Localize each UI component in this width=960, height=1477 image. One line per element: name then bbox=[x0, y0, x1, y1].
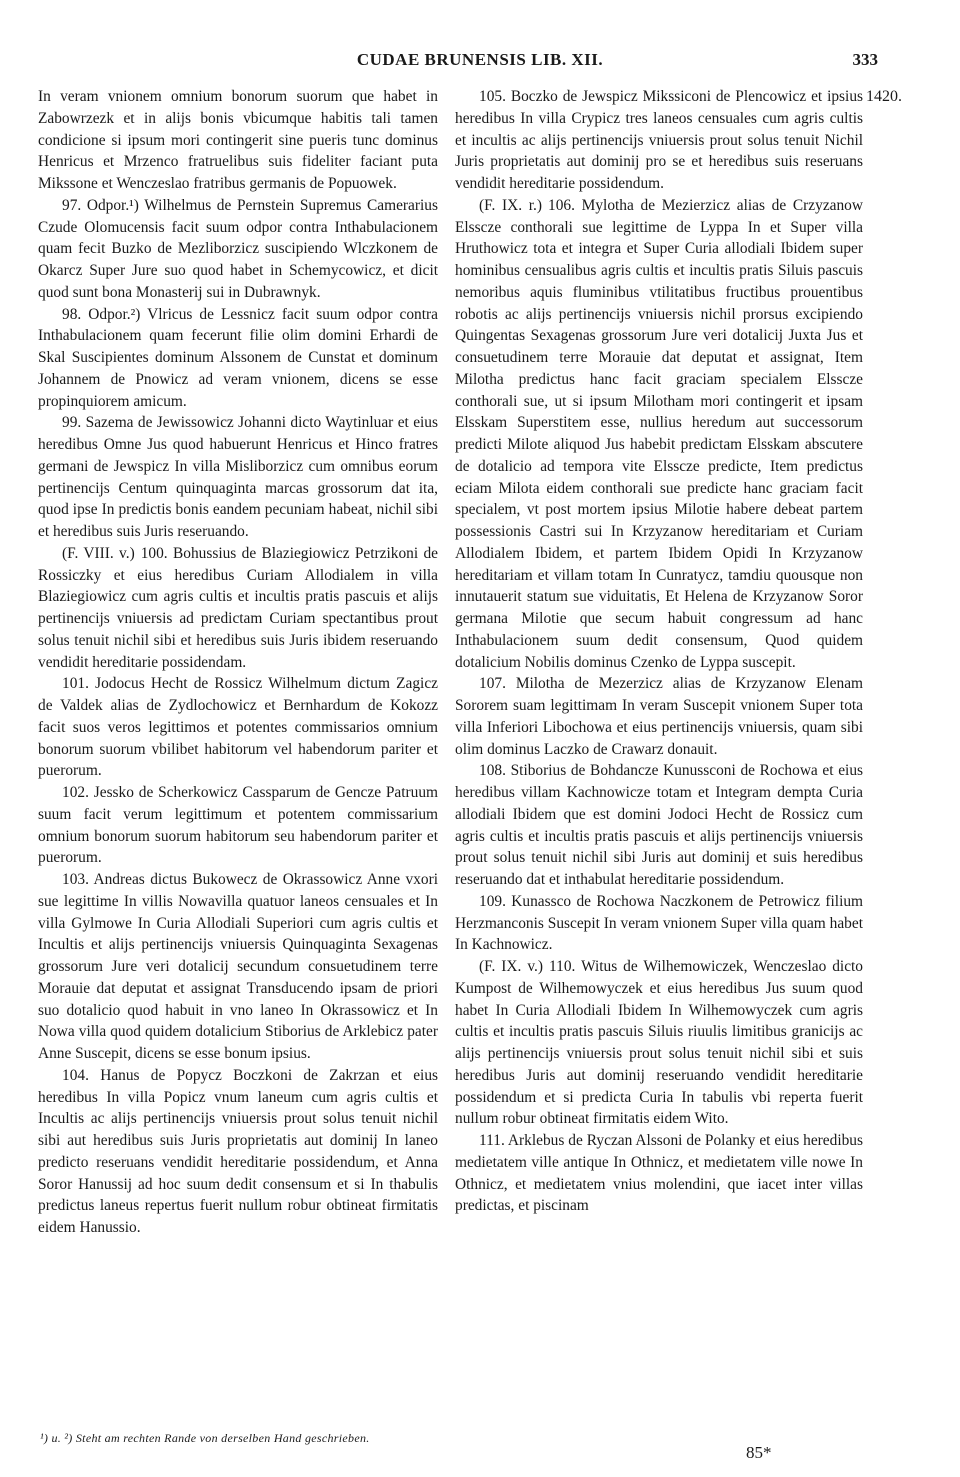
entry-number: 104. bbox=[62, 1066, 101, 1084]
entry-number: 110. bbox=[549, 958, 582, 975]
entry-paragraph bbox=[455, 195, 863, 674]
entry-text: In veram vnionem omnium bonorum suorum que habet in Zabowrzezk et in alijs bonis vbicumque habitis tali tamen condicione si ipsum mori contingerit sine pueris tunc dominus Henricus et Mrzenco fratruelibus suis fideliter faciant puta Mikssone et Wenczeslao fratribus germanis de Popuowek. bbox=[38, 88, 438, 192]
entry-number: 106. bbox=[548, 196, 582, 214]
entry-text: Mylotha de Mezierzicz alias de Crzyzanow Elsscze conthorali sue legittime de Lyppa In et Super villa Hruthowicz tota et integra et Super Curia allodiali Ibidem super hominibus censualibus agris cultis et incultis pratis Siluis pascuis nemoribus aquis fluminibus vtilitatibus fructibus prouentibus robotis ac alijs pertinencijs vniuersis nichil prorsus excipiendo Quingentas Sexagenas grossorum Jure veri dotalicij Juxta Jus et consuetudinem terre Morauie dat deputat et assignat, Item Milotha predictus hanc facit graciam specialem Elsscze conthorali sue, ut si ipsum Milotham mori contingerit et ipsam Elsskam Superstitem esse, nullius heredum aut successorum predicti Milote aliquod Jus habebit predictam Elsskam abscutere de dotalicio ad tempora vite Elsscze predicte, Item predictus eciam Milota eidem conthorali sue predicte hanc graciam facit specialem, vt post mortem ipsius Milotie habere debeat partem possessionis Castri sui In Krzyzanow hereditariam et Curiam Allodialem Ibidem, et partem Ibidem Opidi In Krzyzanow hereditariam et villam totam In Cunratycz, tamdiu quousque non innutauerit statum sue viduitatis, Et Helena de Krzyzanow Soror germana Milotie que secum habuit congressum ad hanc Inthabulacionem suum dedit consensum, Quod quidem dotalicium Nobilis dominus Czenko de Lyppa suscepit. bbox=[455, 196, 863, 671]
odpor-label: Odpor.¹) bbox=[86, 196, 145, 214]
entry-text: Arklebus de Ryczan Alssoni de Polanky et eius heredibus medietatem ville antique In Othnicz, et medietatem ville nowe In Othnicz, et medietatem vnius molendini, que iacet inter villas predictas, et piscinam bbox=[455, 1132, 863, 1215]
folio-reference: (F. IX. v.) bbox=[479, 958, 543, 975]
entry-paragraph bbox=[38, 782, 438, 869]
entry-text: Vlricus de Lessnicz facit suum odpor contra Inthabulacionem quam fecerunt filie olim domini Erhardi de Skal Suscipientes dominum Alssonem de Cunstat et dominum Johannem de Pnowicz ad veram vnionem, dicens se esse propinquiorem amicum. bbox=[38, 305, 438, 410]
entry-paragraph bbox=[455, 891, 863, 956]
entry-paragraph bbox=[38, 1065, 438, 1239]
right-column bbox=[455, 86, 863, 1217]
signature-mark: 85* bbox=[746, 1443, 772, 1462]
entry-paragraph bbox=[455, 760, 863, 891]
entry-number: 111. bbox=[479, 1132, 508, 1149]
entry-text: Witus de Wilhemowiczek, Wenczeslao dicto Kumpost de Wilhemowyczek et eius heredibus Jus suum quod habet In Curia Allodiali Ibidem In Wilhemowyczek cum agris cultis et incultis pratis pascuis Siluis riuulis limitibus granicijs ac alijs pertinencijs vniuersis prout solus tenuit nichil sibi et suis heredibus Juris aut dominij reseruando vendidit hereditarie possidendum et si predicta Curia In tabulis vbi reperta fuerit nullum robur obtineat firmitatis eidem Wito. bbox=[455, 958, 864, 1128]
odpor-label: Odpor.²) bbox=[88, 305, 148, 323]
entry-text: Wilhelmus de Pernstein Supremus Camerarius Czude Olomucensis facit suum odpor contra Inthabulacionem quam fecit Buzko de Mezliborzicz suscipiendo Wlczkonem de Okarcz Super Jure suo quod habet in Schemycowicz, et dicit quod sunt bona Monasterij sui in Dubrawnyk. bbox=[38, 196, 438, 301]
entry-text: Sazema de Jewissowicz Johanni dicto Waytinluar et eius heredibus Omne Jus quod habuerunt Henricus et Hinco fratres germani de Jewspicz In villa Misliborzicz cum omnibus eorum pertinencijs Centum quinquaginta marcas grossorum dat ita, quod ipse In predictis bonis eandem pecuniam habeat, nichil sibi et heredibus suis Juris reseruando. bbox=[38, 414, 438, 540]
entry-number: 108. bbox=[479, 762, 511, 780]
entry-paragraph bbox=[38, 195, 438, 304]
entry-number: 100. bbox=[140, 544, 173, 562]
footnote: ¹) u. ²) Steht am rechten Rande von derselben Hand geschrieben. bbox=[40, 1431, 370, 1445]
entry-number: 107. bbox=[479, 675, 516, 693]
page-header bbox=[40, 46, 920, 76]
entry-paragraph bbox=[38, 543, 438, 674]
page-number: 333 bbox=[852, 50, 878, 69]
entry-text: Jodocus Hecht de Rossicz Wilhelmum dictum Zagicz de Valdek alias de Zydlochowicz et Bernhardum de Kokozz facit suos veros legittimos et potentes commissarios omnium bonorum suorum vbilibet habitorum vel habendorum pariter et puerorum. bbox=[38, 675, 438, 780]
entry-text: Jessko de Scherkowicz Cassparum de Gencze Patruum suum facit verum legittimum et potentem commissarium omnium bonorum suorum habitorum seu habendorum pariter et puerorum. bbox=[38, 784, 439, 867]
entry-text: Boczko de Jewspicz Mikssiconi de Plencowicz et ipsius heredibus In villa Crypicz tres laneos censuales cum agris cultis et incultis ac alijs pertinencijs vniuersis prout solus tenuit Nichil Juris proprietatis aut dominij pro se et heredibus suis reseruans vendidit hereditarie possidendum. bbox=[455, 88, 864, 192]
entry-number: 103. bbox=[62, 871, 94, 888]
entry-paragraph bbox=[38, 673, 438, 782]
entry-number: 105. bbox=[479, 88, 511, 105]
entry-text: Stiborius de Bohdancze Kunussconi de Rochowa et eius heredibus villam Kachnowicze totam et Integram dempta Curia allodiali Ibidem que est domini Jodoci Hecht de Rossicz cum agris cultis et incultis pratis pascuis et alijs pertinencijs vniuersis prout solus tenuit nichil sibi Juris aut dominij et suis heredibus reseruando dat et inthabulat hereditarie possidendum. bbox=[455, 762, 864, 888]
margin-year: 1420. bbox=[866, 88, 902, 105]
folio-reference: (F. VIII. v.) bbox=[62, 544, 135, 562]
entry-paragraph bbox=[455, 86, 863, 195]
entry-text: Andreas dictus Bukowecz de Okrassowicz Anne vxori sue legittime In villis Nowavilla quatuor laneos censuales et In villa Gylmowe In Curia Allodiali Superiori cum agris cultis et Incultis et alijs pertinencijs vniuersis Quinquaginta Sexagenas grossorum Jure veri dotalicij secundum consuetudinem terre Morauie dat deputat et assignat Transducendo ipsam de priori suo dotalicio quod habuit in vno laneo In Okrassowicz et In Nowa villa quod quidem dotalicium Stiborius de Arklebicz pater Anne Suscepit, dicens se esse bonum ipsius. bbox=[38, 871, 438, 1062]
entry-number: 99. bbox=[62, 414, 86, 432]
entry-paragraph bbox=[38, 869, 438, 1065]
entry-paragraph bbox=[38, 412, 438, 543]
entry-number: 109. bbox=[479, 892, 512, 910]
folio-reference: (F. IX. r.) bbox=[479, 196, 543, 214]
entry-paragraph bbox=[38, 86, 438, 195]
entry-number: 102. bbox=[62, 784, 94, 801]
entry-number: 97. bbox=[62, 196, 87, 214]
entry-text: Milotha de Mezerzicz alias de Krzyzanow Elenam Sororem suam legittimam In veram Suscepit vnionem Super tota villa Inferiori Libochowa et eius pertinencijs vniuersis, quam sibi olim dominus Laczko de Crawarz donauit. bbox=[455, 675, 864, 758]
entry-number: 98. bbox=[62, 305, 89, 323]
entry-text: Hanus de Popycz Boczkoni de Zakrzan et eius heredibus In villa Popicz vnum laneum cum agris cultis et Incultis ac alijs pertinencijs vniuersis prout solus tenuit nichil sibi aut heredibus suis Juris proprietatis aut dominij In laneo predicto reseruans vendidit hereditarie possidendum, et Anna Soror Hanussij ad hoc suum dedit consensum et si In thabulis predictus laneus repertus fuerit nullum robur obtineat firmitatis eidem Hanussio. bbox=[38, 1066, 439, 1236]
entry-paragraph bbox=[455, 673, 863, 760]
entry-text: Kunassco de Rochowa Naczkonem de Petrowicz filium Herzmanconis Suscepit In veram vnionem Super villa quam habet In Kachnowicz. bbox=[455, 892, 864, 954]
running-title: CUDAE BRUNENSIS LIB. XII. bbox=[356, 50, 604, 69]
entry-paragraph bbox=[38, 304, 438, 413]
entry-paragraph bbox=[455, 1130, 863, 1217]
entry-text: Bohussius de Blaziegiowicz Petrzikoni de Rossiczky et eius heredibus Curiam Allodialem in villa Blaziegiowicz cum agris cultis et incultis pratis pascuis et alijs pertinencijs vniuersis ad predictam Curiam spectantibus prout solus tenuit nichil sibi et heredibus suis Juris ibidem reseruando vendidit hereditarie possidendam. bbox=[38, 544, 438, 671]
left-column bbox=[38, 86, 438, 1239]
entry-paragraph bbox=[455, 956, 863, 1130]
entry-number: 101. bbox=[62, 675, 96, 693]
